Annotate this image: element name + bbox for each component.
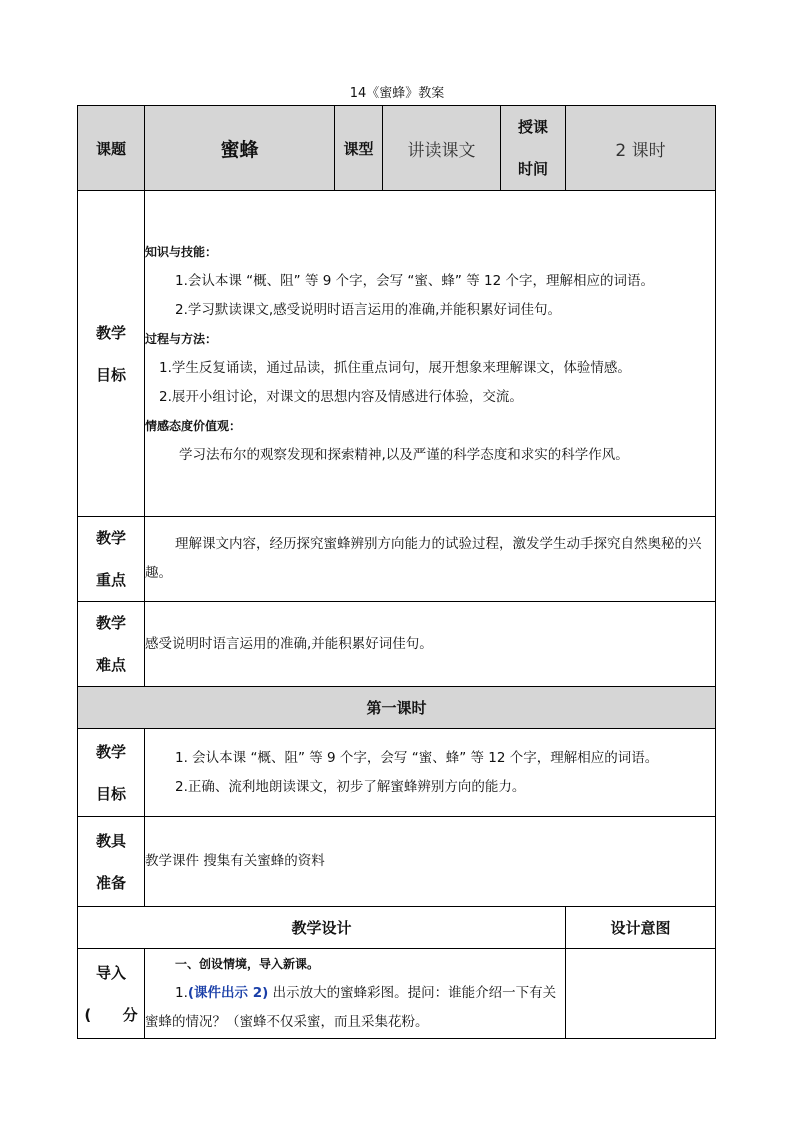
- type-label: 课型: [335, 106, 383, 191]
- intro-label-line-2: ( 分: [84, 1005, 138, 1024]
- time-label: [501, 106, 566, 191]
- prep-text: 教学课件 搜集有关蜜蜂的资料: [145, 817, 716, 907]
- lesson-one-goals-content: [145, 729, 716, 817]
- intent-col-header: 设计意图: [566, 907, 716, 949]
- lesson-one-goals-label-line-1: 教学: [95, 742, 126, 761]
- lesson-one-goal-1: 1. 会认本课 “概、阻” 等 9 个字，会写 “蜜、蜂” 等 12 个字，理解相应的词语。: [175, 749, 659, 766]
- courseware-tag: (课件出示 2): [187, 985, 269, 1001]
- process-heading: 过程与方法：: [145, 331, 218, 346]
- prep-label: [78, 817, 145, 907]
- intro-step-1: [145, 979, 565, 1037]
- prep-label-line-1: 教具: [95, 831, 126, 850]
- lesson-plan-table: [77, 105, 716, 1039]
- topic-label: 课题: [78, 106, 145, 191]
- prep-label-line-2: 准备: [95, 873, 126, 892]
- key-points-label: [78, 517, 145, 602]
- topic-value: 蜜蜂: [145, 106, 335, 191]
- intro-content: [145, 949, 566, 1039]
- lesson-one-goals-label: [78, 729, 145, 817]
- design-col-header: 教学设计: [78, 907, 566, 949]
- intro-step-1-prefix: 1.: [175, 985, 188, 1001]
- intro-row: [78, 949, 716, 1039]
- intro-step-1-text: 出示放大的蜜蜂彩图。提问：谁能介绍一下有关蜜蜂的情况？（蜜蜂不仅采蜜，而且采集花粉。: [145, 985, 557, 1030]
- key-points-label-line-1: 教学: [95, 529, 126, 547]
- difficulties-label: [78, 602, 145, 687]
- emotion-item-1: 学习法布尔的观察发现和探索精神,以及严谨的科学态度和求实的科学作风。: [179, 446, 629, 463]
- difficulties-row: [78, 602, 716, 687]
- difficulties-text: 感受说明时语言运用的准确,并能积累好词佳句。: [145, 602, 716, 687]
- type-value: 讲读课文: [383, 106, 501, 191]
- lesson-one-goals-label-line-2: 目标: [95, 784, 126, 803]
- prep-row: [78, 817, 716, 907]
- knowledge-item-1: 1.会认本课 “概、阻” 等 9 个字，会写 “蜜、蜂” 等 12 个字，理解相应的词语。: [175, 272, 654, 289]
- lesson-one-goals-row: [78, 729, 716, 817]
- document-title: 14《蜜蜂》教案: [349, 86, 445, 101]
- lesson-one-goal-2: 2.正确、流利地朗读课文，初步了解蜜蜂辨别方向的能力。: [175, 778, 526, 795]
- difficulties-label-line-2: 难点: [95, 656, 126, 674]
- emotion-heading: 情感态度价值观：: [145, 418, 242, 433]
- difficulties-label-line-1: 教学: [95, 614, 126, 632]
- intro-intent-cell: [566, 949, 716, 1039]
- time-value: 2 课时: [566, 106, 716, 191]
- key-points-row: [78, 517, 716, 602]
- intro-label-line-1: 导入: [95, 963, 126, 982]
- intro-step-heading: 一、创设情境，导入新课。: [175, 957, 320, 971]
- goals-label-line-1: 教学: [95, 323, 126, 342]
- goals-label-line-2: 目标: [95, 365, 126, 384]
- process-item-2: 2.展开小组讨论，对课文的思想内容及情感进行体验，交流。: [159, 388, 523, 405]
- key-points-text: 理解课文内容，经历探究蜜蜂辨别方向能力的试验过程，激发学生动手探究自然奥秘的兴趣。: [145, 517, 716, 602]
- knowledge-heading: 知识与技能：: [145, 244, 218, 259]
- goals-label: [78, 191, 145, 517]
- design-header-row: [78, 907, 716, 949]
- goals-content: [145, 191, 716, 517]
- key-points-label-line-2: 重点: [95, 571, 126, 589]
- intro-label: [78, 949, 145, 1039]
- goals-row: [78, 191, 716, 517]
- knowledge-item-2: 2.学习默读课文,感受说明时语言运用的准确,并能积累好词佳句。: [175, 301, 561, 318]
- lesson-one-heading-row: [78, 687, 716, 729]
- time-label-line-2: 时间: [517, 160, 548, 178]
- process-item-1: 1.学生反复诵读，通过品读，抓住重点词句，展开想象来理解课文，体验情感。: [159, 359, 631, 376]
- time-label-line-1: 授课: [517, 118, 548, 136]
- lesson-one-heading: 第一课时: [78, 687, 716, 729]
- header-row: [78, 106, 716, 191]
